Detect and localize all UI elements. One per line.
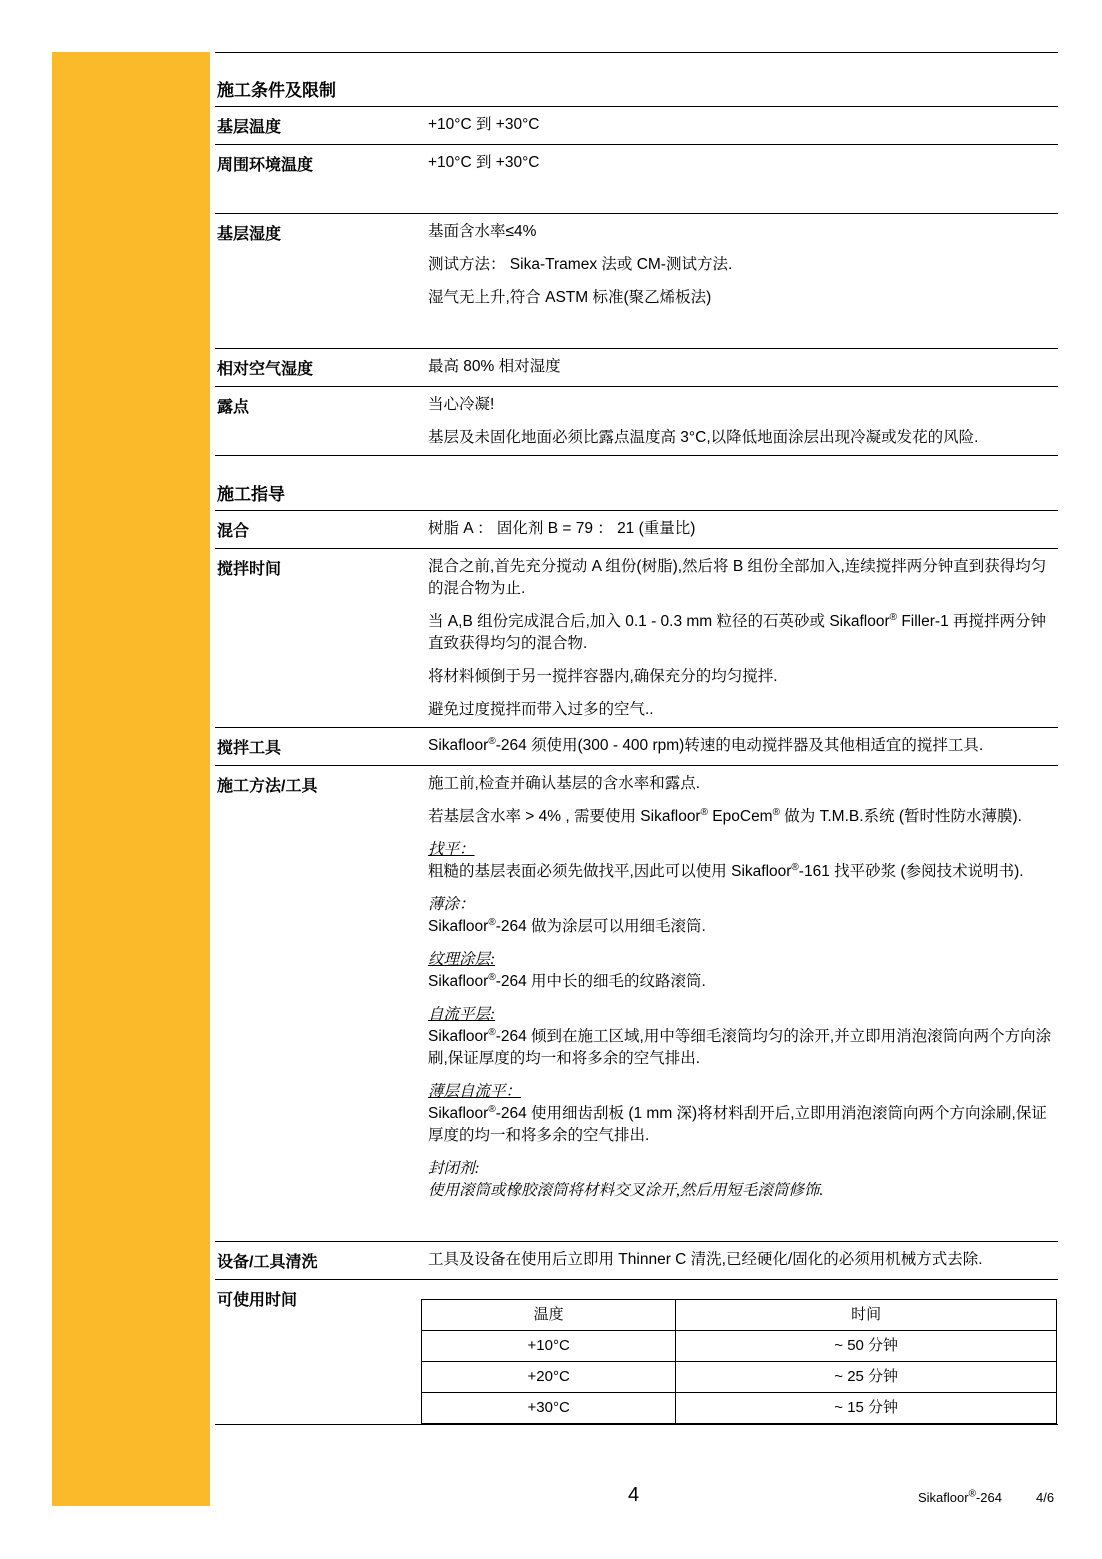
value [428,766,1058,1241]
label: 搅拌时间 [217,561,282,578]
registered-mark: ® [488,1026,496,1038]
registered-mark: ® [488,1103,496,1115]
registered-mark: ® [488,916,496,928]
column-header: 时间 [676,1300,1057,1331]
label: 相对空气湿度 [217,361,314,378]
subheading-thin: 薄涂： [428,896,475,913]
document-body [215,52,1058,1425]
text-part: -264 使用细齿刮板 (1 mm 深)将材料刮开后,立即用消泡滚筒向两个方向涂刷,保证厚度的均一和将多余的空气排出. [428,1105,1047,1144]
text [428,806,1058,828]
value: 树脂 A ： 固化剂 B = 79 ： 21 (重量比) [428,520,696,537]
text [428,839,1058,883]
subheading-leveling: 找平： [428,841,475,858]
value: 工具及设备在使用后立即用 Thinner C 清洗,已经硬化/固化的必须用机械方式去除. [428,1251,983,1268]
text: +10°C 到 +30°C [428,154,540,171]
text-part: Sikafloor [918,1490,969,1505]
text-part: Sikafloor [428,1028,489,1045]
table-cell: ~ 15 分钟 [676,1393,1057,1424]
table-cell: ~ 50 分钟 [676,1331,1057,1362]
text-part: -264 做为涂层可以用细毛滚筒. [495,918,706,935]
value [428,387,1058,455]
text: 基面含水率≤4% [428,223,537,240]
row-ambient-temp [215,145,1058,214]
spacer [428,1213,1058,1235]
text: 基层及未固化地面必须比露点温度高 3°C,以降低地面涂层出现冷凝或发花的风险. [428,429,979,446]
row-mixing-time [215,549,1058,728]
text [428,949,1058,993]
registered-mark: ® [488,971,496,983]
registered-mark: ® [772,806,780,818]
row-relative-humidity [215,349,1058,387]
table-cell: ~ 25 分钟 [676,1362,1057,1393]
value: +10°C 到 +30°C [428,116,540,133]
text: 施工前,检查并确认基层的含水率和露点. [428,775,701,792]
table-cell: +30°C [422,1393,676,1424]
text-part: 粗糙的基层表面必须先做找平,因此可以使用 Sikafloor [428,863,792,880]
value [428,145,1058,213]
text-part: Sikafloor [428,737,489,754]
table-row [422,1331,1057,1362]
table-row [422,1393,1057,1424]
text-part: 使用 [428,1182,460,1199]
text-part: -264 [975,1490,1002,1505]
text: 测试方法： Sika-Tramex 法或 CM-测试方法. [428,256,733,273]
column-header: 温度 [422,1300,676,1331]
text [428,611,1058,655]
text-part: -264 用中长的细毛的纹路滚筒. [495,973,706,990]
row-substrate-temp [215,107,1058,145]
row-application [215,766,1058,1242]
value [428,214,1058,348]
table-row [422,1362,1057,1393]
value [428,1280,1058,1424]
value [428,728,1058,765]
text-part: -161 找平砂浆 (参阅技术说明书). [798,863,1024,880]
table-header-row [422,1300,1057,1331]
section-title-instructions: 施工指导 [215,456,1058,511]
section-title-conditions: 施工条件及限制 [215,52,1058,107]
text: 当心冷凝! [428,396,495,413]
registered-mark: ® [488,735,496,747]
subheading-thin-selflevel: 薄层自流平： [428,1083,522,1100]
footer-page-of: 4/6 [1036,1490,1055,1505]
row-substrate-moisture [215,214,1058,349]
label: 基层温度 [217,119,282,136]
spacer [428,185,1058,207]
table-cell: +10°C [422,1331,676,1362]
text-part: -264 须使用(300 - 400 rpm)转速的电动搅拌器及其他相适宜的搅拌工具. [495,737,984,754]
row-pot-life [215,1280,1058,1425]
registered-mark: ® [968,1488,976,1500]
pot-life-table [421,1299,1057,1424]
footer-product-name [918,1490,1002,1505]
row-mixing [215,511,1058,549]
text-part: Sikafloor [428,973,489,990]
label: 可使用时间 [217,1292,298,1309]
text-part: Sikafloor [428,918,489,935]
text-part: -264 倾到在施工区域,用中等细毛滚筒均匀的涂开,并立即用消泡滚筒向两个方向涂刷,保证厚度的均一和将多余的空气排出. [428,1028,1052,1067]
row-cleaning [215,1242,1058,1280]
text [428,894,1058,938]
text: 将材料倾倒于另一搅拌容器内,确保充分的均匀搅拌. [428,668,778,685]
subheading-selflevel: 自流平层: [428,1006,496,1023]
registered-mark: ® [889,611,898,623]
text-part: EpoCem [707,808,773,825]
registered-mark: ® [700,806,708,818]
label: 基层湿度 [217,226,282,243]
label: 设备/工具清洗 [217,1254,318,1271]
subheading-texture: 纹理涂层: [428,951,496,968]
registered-mark: ® [791,861,799,873]
text: 避免过度搅拌而带入过多的空气.. [428,701,654,718]
label: 搅拌工具 [217,740,282,757]
text-part: 滚筒或橡胶滚筒将材料交叉涂开,然后用短毛滚筒修饰. [459,1182,824,1199]
text-part: 当 A,B 组份完成混合后,加入 0.1 - 0.3 mm 粒径的石英砂或 Sikafloor [428,613,890,630]
text [428,1081,1058,1147]
text: 湿气无上升,符合 ASTM 标准(聚乙烯板法) [428,289,712,306]
value: 最高 80% 相对湿度 [428,358,561,375]
subheading-sealer: 封闭剂: [428,1160,480,1177]
value [428,549,1058,727]
row-mixing-tools [215,728,1058,766]
text [428,1004,1058,1070]
text-part: Filler-1 再搅拌两分钟直致获得均匀的混合物. [428,613,1046,652]
spacer [428,320,1058,342]
page-number: 4 [628,1484,640,1506]
row-dew-point [215,387,1058,456]
text: 混合之前,首先充分搅动 A 组份(树脂),然后将 B 组份全部加入,连续搅拌两分钟直到获得均匀的混合物为止. [428,558,1047,597]
text [428,1158,1058,1202]
yellow-sidebar [52,52,210,1506]
text-part: Sikafloor [428,1105,489,1122]
label: 混合 [217,523,250,540]
label: 周围环境温度 [217,157,314,174]
text-part: 做为 T.M.B.系统 (暂时性防水薄膜). [779,808,1022,825]
table-cell: +20°C [422,1362,676,1393]
label: 施工方法/工具 [217,778,318,795]
label: 露点 [217,399,250,416]
text-part: 若基层含水率 > 4% , 需要使用 Sikafloor [428,808,701,825]
